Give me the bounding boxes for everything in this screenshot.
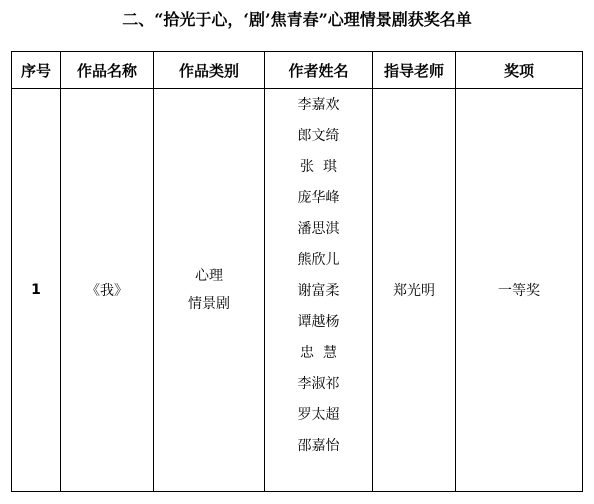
cell-index: 1	[12, 89, 61, 492]
cell-award: 一等奖	[456, 89, 583, 492]
header-category: 作品类别	[154, 52, 265, 89]
author-name: 罗太超	[297, 407, 340, 423]
header-work-name: 作品名称	[61, 52, 154, 89]
category-line: 心理	[195, 268, 223, 284]
author-name: 熊欣儿	[297, 252, 340, 268]
page-title: 二、“拾光于心，‘剧’焦青春”心理情景剧获奖名单	[122, 10, 472, 29]
header-award: 奖项	[456, 52, 583, 89]
cell-authors	[265, 89, 373, 492]
author-name: 张 琪	[300, 159, 337, 175]
cell-category	[154, 89, 265, 492]
header-advisor: 指导老师	[373, 52, 456, 89]
header-index: 序号	[12, 52, 61, 89]
author-name: 郎文绮	[297, 128, 340, 144]
author-name: 谢富柔	[297, 283, 340, 299]
category-line: 情景剧	[188, 296, 230, 312]
author-name: 忠 慧	[300, 345, 337, 361]
author-name: 邵嘉怡	[297, 438, 340, 454]
author-name: 谭越杨	[297, 314, 340, 330]
author-name: 李淑祁	[297, 376, 340, 392]
header-authors: 作者姓名	[265, 52, 373, 89]
author-name: 李嘉欢	[297, 97, 340, 113]
table-header-row	[12, 52, 583, 89]
cell-advisor: 郑光明	[373, 89, 456, 492]
table-row	[12, 89, 583, 492]
cell-work-name: 《我》	[61, 89, 154, 492]
author-name: 潘思淇	[297, 221, 340, 237]
author-name: 庞华峰	[297, 190, 340, 206]
award-table	[11, 51, 583, 492]
author-list	[265, 89, 372, 491]
